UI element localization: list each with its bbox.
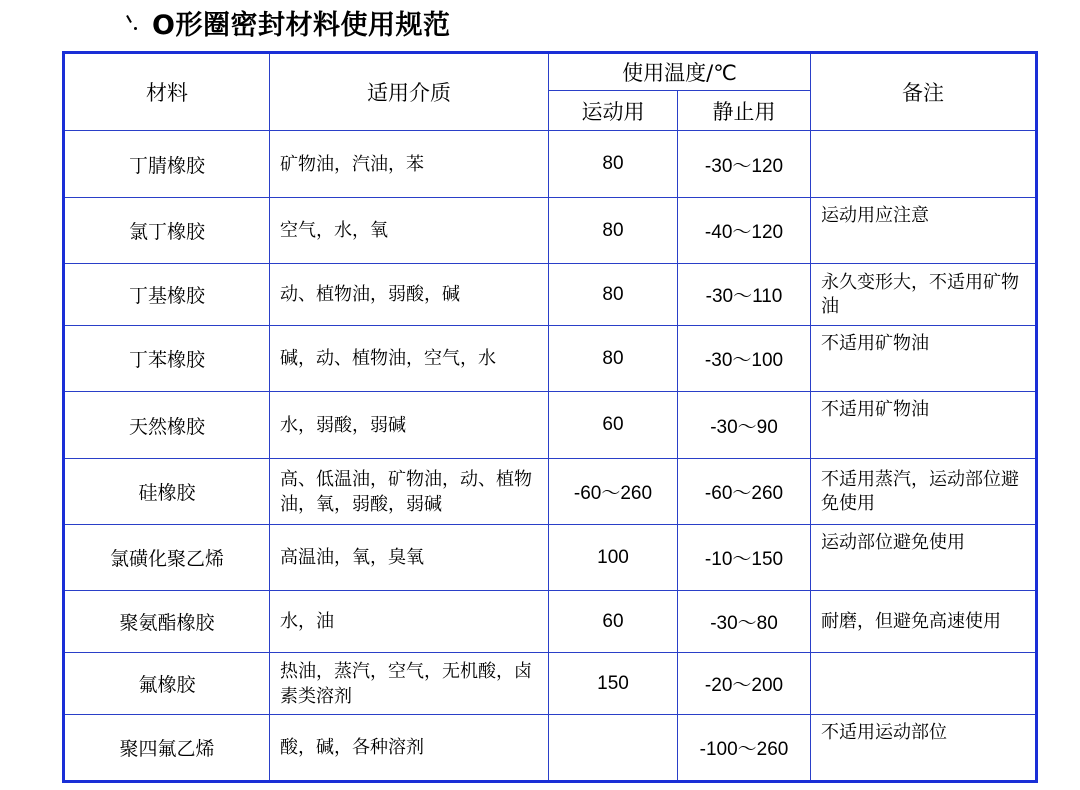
table-row	[64, 525, 1037, 591]
dynamic-temp-cell	[549, 715, 678, 782]
table-row	[64, 715, 1037, 782]
material-cell: 天然橡胶	[64, 392, 270, 459]
material-cell: 氯丁橡胶	[64, 198, 270, 264]
header-temperature: 使用温度/℃	[549, 53, 811, 91]
dynamic-temp-cell: 80	[549, 131, 678, 198]
material-cell: 氯磺化聚乙烯	[64, 525, 270, 591]
notes-cell: 运动部位避免使用	[811, 525, 1037, 591]
static-temp-cell: -60～260	[678, 459, 811, 525]
notes-cell: 永久变形大，不适用矿物油	[811, 264, 1037, 326]
material-cell: 聚氨酯橡胶	[64, 591, 270, 653]
static-temp-cell: -30～120	[678, 131, 811, 198]
notes-cell: 不适用矿物油	[811, 392, 1037, 459]
medium-cell: 矿物油，汽油，苯	[270, 131, 549, 198]
static-temp-cell: -10～150	[678, 525, 811, 591]
notes-cell	[811, 131, 1037, 198]
material-cell: 丁基橡胶	[64, 264, 270, 326]
header-notes: 备注	[811, 53, 1037, 131]
medium-cell: 碱，动、植物油，空气，水	[270, 326, 549, 392]
table-row	[64, 591, 1037, 653]
static-temp-cell: -40～120	[678, 198, 811, 264]
header-dynamic: 运动用	[549, 91, 678, 131]
material-cell: 丁腈橡胶	[64, 131, 270, 198]
table-row	[64, 326, 1037, 392]
static-temp-cell: -30～80	[678, 591, 811, 653]
dynamic-temp-cell: 60	[549, 591, 678, 653]
notes-cell: 耐磨，但避免高速使用	[811, 591, 1037, 653]
page-title: O形圈密封材料使用规范	[152, 9, 451, 41]
medium-cell: 水，弱酸，弱碱	[270, 392, 549, 459]
table-row	[64, 653, 1037, 715]
table-row	[64, 131, 1037, 198]
notes-cell: 不适用运动部位	[811, 715, 1037, 782]
dynamic-temp-cell: 80	[549, 264, 678, 326]
dynamic-temp-cell: -60～260	[549, 459, 678, 525]
dynamic-temp-cell: 80	[549, 326, 678, 392]
notes-cell: 不适用蒸汽，运动部位避免使用	[811, 459, 1037, 525]
notes-cell: 不适用矿物油	[811, 326, 1037, 392]
notes-cell: 运动用应注意	[811, 198, 1037, 264]
material-cell: 丁苯橡胶	[64, 326, 270, 392]
material-cell: 氟橡胶	[64, 653, 270, 715]
table-row	[64, 198, 1037, 264]
medium-cell: 高温油，氧，臭氧	[270, 525, 549, 591]
table-row	[64, 264, 1037, 326]
header-material: 材料	[64, 53, 270, 131]
medium-cell: 空气，水，氧	[270, 198, 549, 264]
header-static: 静止用	[678, 91, 811, 131]
bullet-mark-icon	[122, 9, 144, 35]
material-cell: 聚四氟乙烯	[64, 715, 270, 782]
title-area	[122, 2, 450, 42]
dynamic-temp-cell: 60	[549, 392, 678, 459]
dynamic-temp-cell: 150	[549, 653, 678, 715]
seal-material-table	[62, 51, 1038, 783]
static-temp-cell: -20～200	[678, 653, 811, 715]
table-row	[64, 459, 1037, 525]
medium-cell: 水，油	[270, 591, 549, 653]
static-temp-cell: -30～110	[678, 264, 811, 326]
static-temp-cell: -30～100	[678, 326, 811, 392]
medium-cell: 热油，蒸汽，空气，无机酸，卤素类溶剂	[270, 653, 549, 715]
medium-cell: 动、植物油，弱酸，碱	[270, 264, 549, 326]
material-cell: 硅橡胶	[64, 459, 270, 525]
medium-cell: 高、低温油，矿物油，动、植物油，氧，弱酸，弱碱	[270, 459, 549, 525]
dynamic-temp-cell: 100	[549, 525, 678, 591]
header-medium: 适用介质	[270, 53, 549, 131]
static-temp-cell: -30～90	[678, 392, 811, 459]
table-row	[64, 392, 1037, 459]
dynamic-temp-cell: 80	[549, 198, 678, 264]
static-temp-cell: -100～260	[678, 715, 811, 782]
medium-cell: 酸，碱，各种溶剂	[270, 715, 549, 782]
notes-cell	[811, 653, 1037, 715]
